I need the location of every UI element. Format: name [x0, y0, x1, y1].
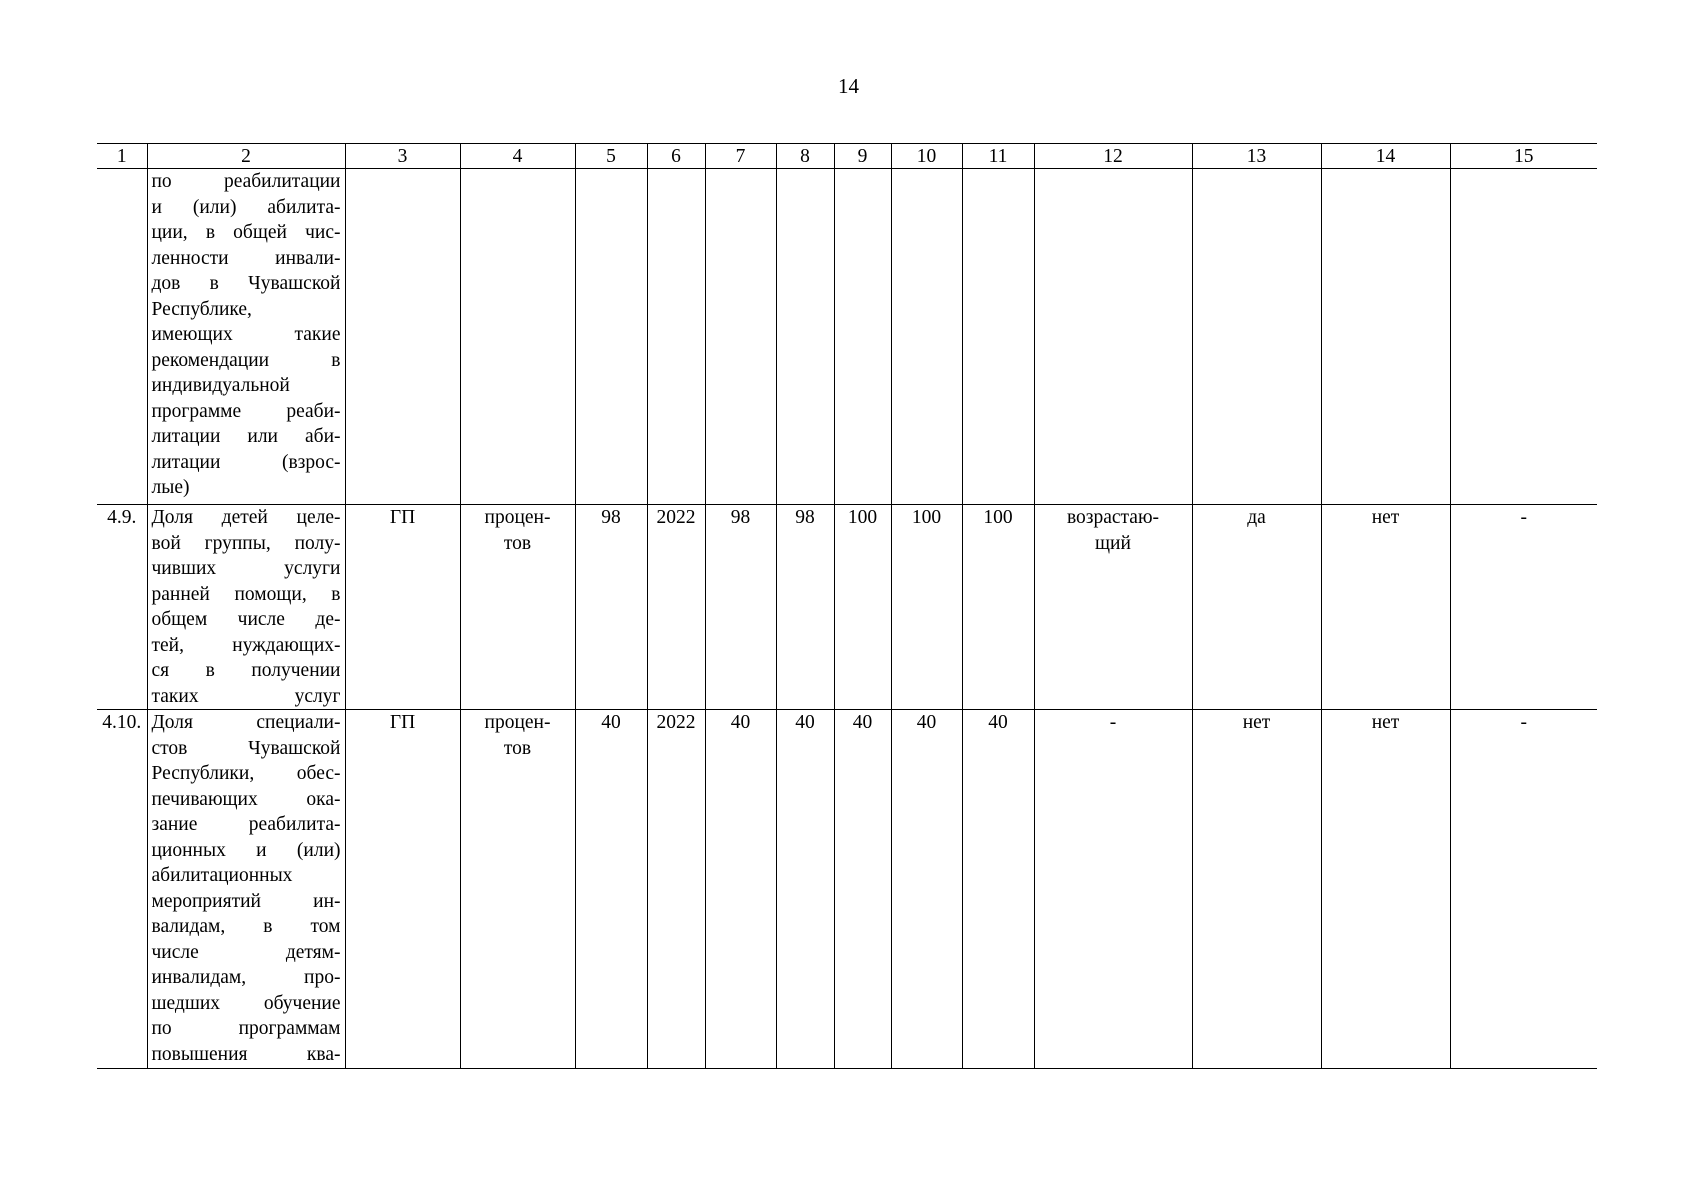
description-line: литации (взрос-	[151, 451, 341, 473]
cell-col12: -	[1034, 710, 1192, 1069]
column-header: 15	[1450, 144, 1597, 169]
cell-col13: нет	[1192, 710, 1321, 1069]
description-line: ционных и (или)	[151, 839, 341, 861]
cell-col8: 40	[776, 710, 834, 1069]
cell-col6	[647, 169, 705, 505]
description-line: мероприятий ин-	[151, 890, 341, 912]
description-line: инвалидам, про-	[151, 967, 341, 988]
description-line: повышения ква-	[151, 1043, 341, 1065]
cell-col3	[345, 169, 460, 505]
column-header: 10	[891, 144, 962, 169]
description-line: общем числе де-	[151, 609, 341, 630]
cell-col8: 98	[776, 505, 834, 710]
row-number	[97, 169, 147, 505]
description-line: ции, в общей чис-	[151, 222, 341, 243]
description-line: тей, нуждающих-	[151, 634, 341, 656]
description-line: индивидуальной	[151, 375, 290, 396]
column-header: 9	[834, 144, 891, 169]
description-line: чивших услуги	[151, 558, 341, 579]
description-line: Республики, обес-	[151, 763, 341, 784]
column-header: 7	[705, 144, 776, 169]
description-line: Доля специали-	[151, 712, 341, 733]
cell-col5: 98	[575, 505, 647, 710]
description-line: лые)	[151, 477, 190, 498]
column-header: 2	[147, 144, 345, 169]
cell-col5	[575, 169, 647, 505]
description-line: зание реабилита-	[151, 814, 341, 835]
description-line: стов Чувашской	[151, 737, 341, 759]
description-line: валидам, в том	[151, 916, 341, 937]
cell-col6: 2022	[647, 505, 705, 710]
description-line: Доля детей целе-	[151, 507, 341, 528]
cell-col4	[460, 169, 575, 505]
description-line: вой группы, полу-	[151, 532, 341, 554]
column-header: 1	[97, 144, 147, 169]
column-header: 14	[1321, 144, 1450, 169]
cell-col13	[1192, 169, 1321, 505]
cell-col12: возрастаю- щий	[1034, 505, 1192, 710]
description-line: таких услуг	[151, 685, 341, 707]
cell-col11: 40	[962, 710, 1034, 1069]
description-line: программе реаби-	[151, 400, 341, 422]
description-line: ленности инвали-	[151, 247, 341, 269]
description-line: литации или аби-	[151, 426, 341, 447]
description-line: дов в Чувашской	[151, 273, 341, 294]
cell-col10: 40	[891, 710, 962, 1069]
indicator-description	[147, 169, 345, 505]
cell-col7: 40	[705, 710, 776, 1069]
cell-col12	[1034, 169, 1192, 505]
cell-col13: да	[1192, 505, 1321, 710]
cell-col10: 100	[891, 505, 962, 710]
indicator-description	[147, 505, 345, 710]
cell-col15: -	[1450, 505, 1597, 710]
cell-col9: 40	[834, 710, 891, 1069]
indicator-description	[147, 710, 345, 1069]
column-header: 4	[460, 144, 575, 169]
description-line: Республике,	[151, 298, 252, 320]
description-line: по программам	[151, 1018, 341, 1039]
description-line: ся в получении	[151, 660, 341, 681]
column-header: 11	[962, 144, 1034, 169]
table-header-row	[97, 144, 1597, 169]
table-row	[97, 710, 1597, 1069]
cell-col11	[962, 169, 1034, 505]
cell-col3: ГП	[345, 505, 460, 710]
cell-col14: нет	[1321, 710, 1450, 1069]
cell-col9: 100	[834, 505, 891, 710]
cell-col14: нет	[1321, 505, 1450, 710]
column-header: 13	[1192, 144, 1321, 169]
column-header: 5	[575, 144, 647, 169]
cell-col4: процен- тов	[460, 710, 575, 1069]
column-header: 8	[776, 144, 834, 169]
cell-col15	[1450, 169, 1597, 505]
description-line: по реабилитации	[151, 171, 341, 192]
table-row	[97, 169, 1597, 505]
row-number: 4.10.	[97, 710, 147, 1069]
cell-col6: 2022	[647, 710, 705, 1069]
description-line: и (или) абилита-	[151, 196, 341, 218]
cell-col3: ГП	[345, 710, 460, 1069]
description-line: рекомендации в	[151, 349, 341, 371]
table-row	[97, 505, 1597, 710]
column-header: 6	[647, 144, 705, 169]
cell-col5: 40	[575, 710, 647, 1069]
cell-col10	[891, 169, 962, 505]
cell-col7	[705, 169, 776, 505]
column-header: 12	[1034, 144, 1192, 169]
row-number: 4.9.	[97, 505, 147, 710]
column-header: 3	[345, 144, 460, 169]
cell-col15: -	[1450, 710, 1597, 1069]
cell-col14	[1321, 169, 1450, 505]
description-line: ранней помощи, в	[151, 583, 341, 605]
cell-col8	[776, 169, 834, 505]
description-line: имеющих такие	[151, 324, 341, 345]
description-line: абилитационных	[151, 865, 293, 886]
cell-col11: 100	[962, 505, 1034, 710]
cell-col4: процен- тов	[460, 505, 575, 710]
page-number: 14	[838, 74, 859, 98]
description-line: шедших обучение	[151, 992, 341, 1014]
indicators-table	[97, 143, 1597, 1069]
cell-col7: 98	[705, 505, 776, 710]
description-line: печивающих ока-	[151, 788, 341, 810]
description-line: числе детям-	[151, 941, 341, 963]
cell-col9	[834, 169, 891, 505]
